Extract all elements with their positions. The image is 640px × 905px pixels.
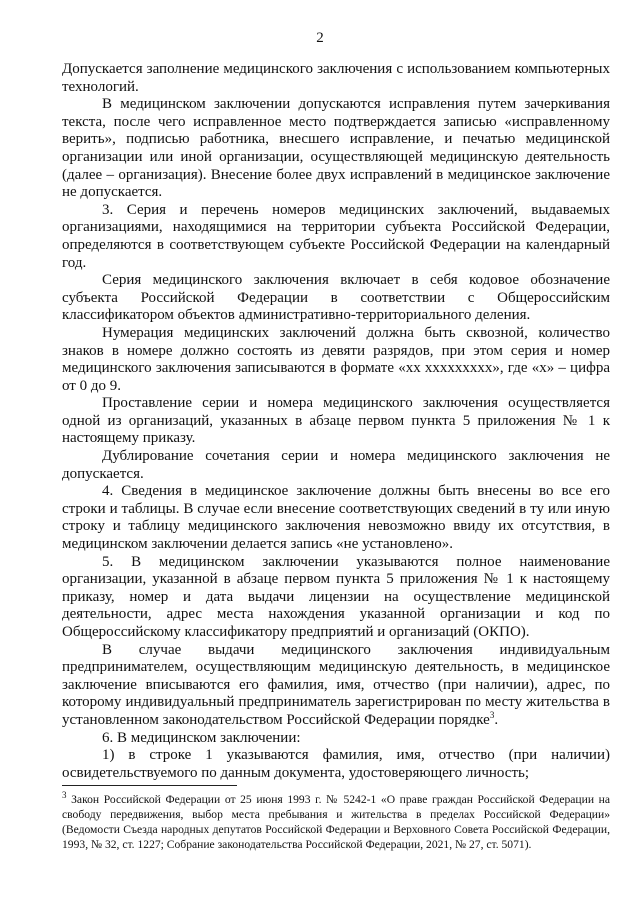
paragraph: Проставление серии и номера медицинского заключения осуществляется одной из организаций, указанных в абзаце первом пункта 5 приложения № 1 к настоящему приказу. [62,395,610,447]
footnote-reference: 3 [489,709,495,720]
page-number: 2 [316,30,324,46]
paragraph: Допускается заполнение медицинского заключения с использованием компьютерных технологий. [62,61,610,95]
paragraph: 1) в строке 1 указываются фамилия, имя, отчество (при наличии) освидетельствуемого по данным документа, удостоверяющего личность; [62,747,610,781]
paragraph: 5. В медицинском заключении указываются полное наименование организации, указанной в абзаце первом пункта 5 приложения № 1 к настоящему приказу, номер и дата выдачи лицензии на осуществление медицинской деятельности, адрес места нахождения указанной организации и код по Общероссийскому классификатору предприятий и организаций (ОКПО). [62,553,610,640]
footnote-mark: 3 [62,790,67,801]
paragraph: Дублирование сочетания серии и номера медицинского заключения не допускается. [62,448,610,482]
paragraph: 4. Сведения в медицинское заключение должны быть внесены во все его строки и таблицы. В случае если внесение соответствующих сведений в ту или иную строку и таблицу медицинского заключения невозможно ввиду их отсутствия, в медицинском заключении делается запись «не установлено». [62,483,610,553]
document-body [62,61,610,782]
paragraph: 3. Серия и перечень номеров медицинских заключений, выдаваемых организациями, находящимися на территории субъекта Российской Федерации, определяются в соответствующем субъекте Российской Федерации на календарный год. [62,201,610,271]
footnote-text: Закон Российской Федерации от 25 июня 1993 г. № 5242-1 «О праве граждан Российской Федерации на свободу передвижения, выбор места пребывания и жительства в пределах Российской Федерации» (Ведомости Съезда народных депутатов Российской Федерации и Верховного Совета Российской Федерации, 1993, № 32, ст. 1227; Собрание законодательства Российской Федерации, 2021, № 27, ст. 5071). [62,793,610,851]
paragraph-text: В случае выдачи медицинского заключения индивидуальным предпринимателем, осуществляющим медицинскую деятельность, в медицинское заключение вписываются его фамилия, имя, отчество (при наличии), адрес, по которому индивидуальный предприниматель зарегистрирован по месту жительства в установленном законодательством Российской Федерации порядке [62,641,610,728]
footnote-divider [62,785,237,786]
paragraph: В случае выдачи медицинского заключения индивидуальным предпринимателем, осуществляющим медицинскую деятельность, в медицинское заключение вписываются его фамилия, имя, отчество (при наличии), адрес, по которому индивидуальный предприниматель зарегистрирован по месту жительства в установленном законодательством Российской Федерации порядке$^3$. [62,641,610,728]
paragraph: Нумерация медицинских заключений должна быть сквозной, количество знаков в номере должно состоять из девяти разрядов, при этом серия и номер медицинского заключения записываются в формате «хх ххххххххх», где «х» – цифра от 0 до 9. [62,324,610,394]
paragraph: Серия медицинского заключения включает в себя кодовое обозначение субъекта Российской Федерации в соответствии с Общероссийским классификатором объектов административно-территориального деления. [62,272,610,324]
footnote [62,792,610,852]
paragraph: 6. В медицинском заключении: [102,729,301,746]
paragraph: В медицинском заключении допускаются исправления путем зачеркивания текста, после чего исправленное место подтверждается записью «исправленному верить», подписью работника, внесшего исправление, и печатью медицинской организации или иной организации, осуществляющей медицинскую деятельность (далее – организация). Внесение более двух исправлений в медицинское заключение не допускается. [62,96,610,201]
